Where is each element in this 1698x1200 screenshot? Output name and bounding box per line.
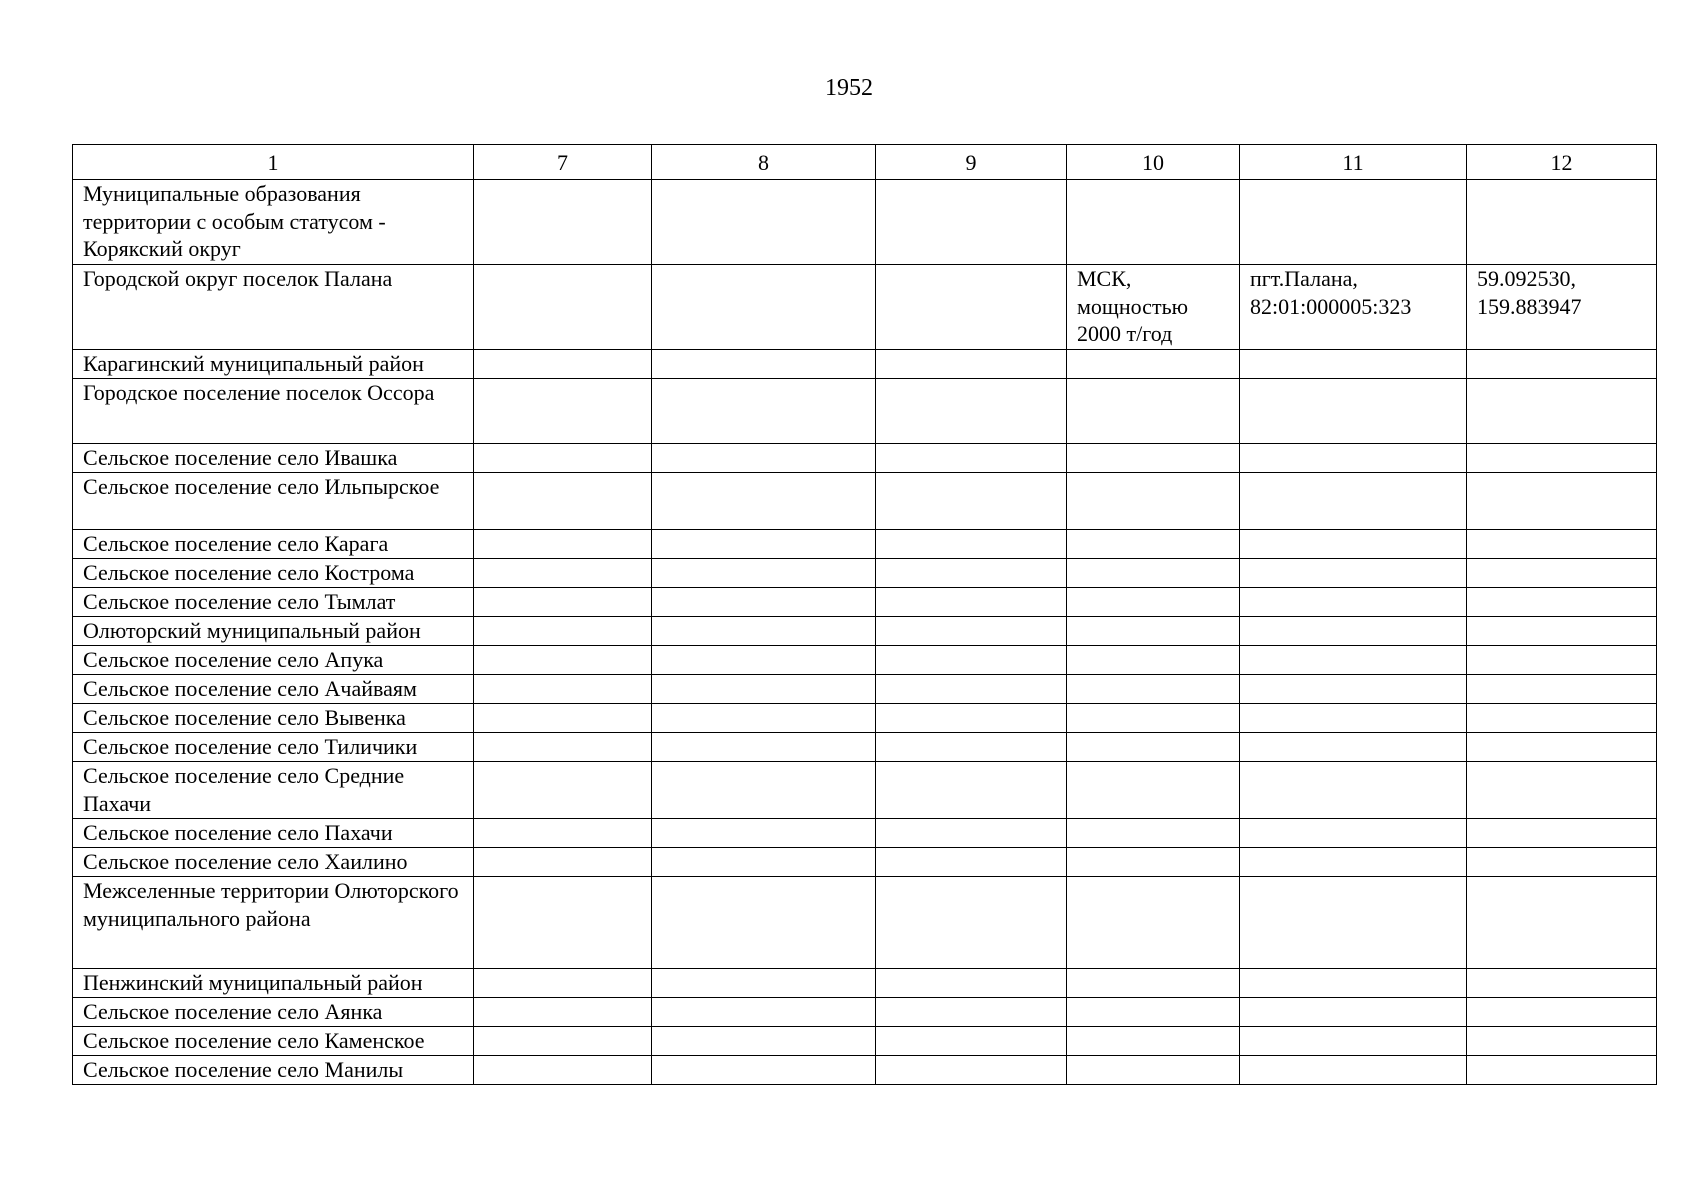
table-cell	[1467, 444, 1657, 473]
table-cell: Сельское поселение село Ачайваям	[73, 675, 474, 704]
table-cell	[652, 848, 876, 877]
data-table	[72, 144, 1657, 1085]
table-row	[73, 704, 1657, 733]
table-cell	[652, 969, 876, 998]
table-row	[73, 379, 1657, 444]
table-cell	[652, 559, 876, 588]
table-cell	[1467, 1027, 1657, 1056]
table-cell	[1067, 180, 1240, 265]
table-cell	[1240, 704, 1467, 733]
table-cell	[1467, 646, 1657, 675]
table-cell	[1467, 473, 1657, 530]
table-row	[73, 646, 1657, 675]
table-cell: 59.092530, 159.883947	[1467, 265, 1657, 350]
table-cell	[876, 877, 1067, 969]
table-cell	[1240, 180, 1467, 265]
table-cell	[474, 617, 652, 646]
table-cell	[1067, 1056, 1240, 1085]
table-cell: пгт.Палана, 82:01:000005:323	[1240, 265, 1467, 350]
table-cell	[876, 617, 1067, 646]
table-cell: Сельское поселение село Хаилино	[73, 848, 474, 877]
table-cell	[876, 265, 1067, 350]
table-cell: Сельское поселение село Пахачи	[73, 819, 474, 848]
table-cell	[1467, 379, 1657, 444]
table-cell	[1067, 998, 1240, 1027]
table-row	[73, 350, 1657, 379]
table-cell	[474, 877, 652, 969]
table-cell	[1067, 969, 1240, 998]
table-cell	[876, 675, 1067, 704]
table-row	[73, 762, 1657, 819]
table-cell	[1240, 877, 1467, 969]
table-row	[73, 1027, 1657, 1056]
table-cell	[1467, 733, 1657, 762]
table-cell: Сельское поселение село Апука	[73, 646, 474, 675]
table-cell	[1067, 530, 1240, 559]
table-cell	[1067, 617, 1240, 646]
table-cell	[474, 265, 652, 350]
table-cell	[474, 762, 652, 819]
table-cell	[652, 877, 876, 969]
table-cell	[1467, 762, 1657, 819]
table-row	[73, 733, 1657, 762]
table-row	[73, 819, 1657, 848]
table-row	[73, 969, 1657, 998]
table-cell	[1240, 675, 1467, 704]
table-cell: Муниципальные образования территории с особым статусом - Корякский округ	[73, 180, 474, 265]
table-cell	[1240, 998, 1467, 1027]
table-cell	[1467, 350, 1657, 379]
table-cell	[1240, 379, 1467, 444]
table-cell	[1067, 350, 1240, 379]
table-cell	[474, 969, 652, 998]
table-cell	[876, 646, 1067, 675]
table-row	[73, 180, 1657, 265]
table-cell	[876, 1056, 1067, 1085]
table-cell: Городской округ поселок Палана	[73, 265, 474, 350]
table-row	[73, 617, 1657, 646]
table-cell	[876, 588, 1067, 617]
table-cell	[1067, 848, 1240, 877]
table-cell	[1467, 969, 1657, 998]
table-cell	[1467, 675, 1657, 704]
table-cell	[474, 180, 652, 265]
table-cell	[1467, 1056, 1657, 1085]
table-cell	[1067, 733, 1240, 762]
table-cell	[474, 998, 652, 1027]
table-cell	[876, 704, 1067, 733]
table-cell	[474, 379, 652, 444]
table-cell	[474, 819, 652, 848]
table-cell	[474, 559, 652, 588]
page-number: 1952	[825, 75, 873, 101]
table-cell	[1067, 877, 1240, 969]
table-cell	[474, 1056, 652, 1085]
table-cell	[652, 588, 876, 617]
table-cell	[652, 762, 876, 819]
table-cell: Сельское поселение село Манилы	[73, 1056, 474, 1085]
table-cell	[652, 350, 876, 379]
table-cell	[474, 473, 652, 530]
table-cell: Сельское поселение село Средние Пахачи	[73, 762, 474, 819]
table-cell	[1067, 379, 1240, 444]
table-cell	[1067, 559, 1240, 588]
table-cell	[1467, 704, 1657, 733]
table-cell	[1240, 1027, 1467, 1056]
table-cell	[474, 704, 652, 733]
table-cell: МСК, мощностью 2000 т/год	[1067, 265, 1240, 350]
table-cell	[1240, 733, 1467, 762]
table-cell: Сельское поселение село Каменское	[73, 1027, 474, 1056]
table-cell: Сельское поселение село Тымлат	[73, 588, 474, 617]
column-header: 11	[1240, 145, 1467, 180]
table-cell	[1467, 530, 1657, 559]
table-cell	[652, 444, 876, 473]
table-cell	[1240, 350, 1467, 379]
table-cell: Сельское поселение село Ивашка	[73, 444, 474, 473]
table-cell	[474, 588, 652, 617]
table-cell	[876, 762, 1067, 819]
table-cell	[876, 848, 1067, 877]
table-cell	[1240, 1056, 1467, 1085]
table-cell	[1067, 819, 1240, 848]
table-row	[73, 588, 1657, 617]
table-cell	[876, 969, 1067, 998]
table-cell	[876, 444, 1067, 473]
table-cell	[474, 646, 652, 675]
table-row	[73, 473, 1657, 530]
table-cell	[652, 675, 876, 704]
table-cell: Сельское поселение село Ильпырское	[73, 473, 474, 530]
table-cell	[1240, 588, 1467, 617]
table-cell	[876, 379, 1067, 444]
table-row	[73, 265, 1657, 350]
table-cell	[876, 733, 1067, 762]
table-cell	[652, 530, 876, 559]
table-cell	[1467, 877, 1657, 969]
table-cell	[474, 444, 652, 473]
table-cell: Городское поселение поселок Оссора	[73, 379, 474, 444]
table-row	[73, 530, 1657, 559]
table-cell	[876, 998, 1067, 1027]
table-cell	[876, 180, 1067, 265]
table-cell	[474, 675, 652, 704]
table-cell	[474, 530, 652, 559]
table-cell	[474, 848, 652, 877]
table-cell	[1067, 588, 1240, 617]
column-header: 10	[1067, 145, 1240, 180]
table-cell	[1240, 530, 1467, 559]
table-cell	[652, 617, 876, 646]
table-cell	[1240, 819, 1467, 848]
table-cell	[876, 473, 1067, 530]
table-cell	[1240, 444, 1467, 473]
table-row	[73, 998, 1657, 1027]
table-cell: Сельское поселение село Кострома	[73, 559, 474, 588]
table-cell	[876, 530, 1067, 559]
table-row	[73, 444, 1657, 473]
table-cell	[652, 998, 876, 1027]
table-cell	[1467, 559, 1657, 588]
table-cell	[876, 1027, 1067, 1056]
table-cell	[652, 379, 876, 444]
table-cell: Карагинский муниципальный район	[73, 350, 474, 379]
table-cell	[652, 1056, 876, 1085]
table-cell	[1067, 646, 1240, 675]
table-cell: Сельское поселение село Тиличики	[73, 733, 474, 762]
table-row	[73, 675, 1657, 704]
column-header: 1	[73, 145, 474, 180]
table-cell	[1067, 762, 1240, 819]
table-cell	[474, 350, 652, 379]
table-cell	[1240, 646, 1467, 675]
table-row	[73, 1056, 1657, 1085]
column-header: 12	[1467, 145, 1657, 180]
table-cell: Пенжинский муниципальный район	[73, 969, 474, 998]
table-cell	[652, 819, 876, 848]
table-cell	[652, 1027, 876, 1056]
table-cell: Олюторский муниципальный район	[73, 617, 474, 646]
table-cell	[1240, 617, 1467, 646]
table-cell	[652, 646, 876, 675]
table-cell	[1067, 675, 1240, 704]
table-cell	[1467, 819, 1657, 848]
table-cell	[652, 733, 876, 762]
table-cell	[1240, 473, 1467, 530]
column-header: 9	[876, 145, 1067, 180]
table-cell	[1467, 998, 1657, 1027]
table-cell: Межселенные территории Олюторского муниципального района	[73, 877, 474, 969]
table-cell	[1467, 588, 1657, 617]
column-header: 7	[474, 145, 652, 180]
table-cell	[652, 180, 876, 265]
table-cell	[474, 733, 652, 762]
table-cell	[876, 559, 1067, 588]
table-cell	[1067, 444, 1240, 473]
table-cell	[1467, 617, 1657, 646]
table-cell: Сельское поселение село Вывенка	[73, 704, 474, 733]
table-cell	[1467, 180, 1657, 265]
table-cell	[1467, 848, 1657, 877]
table-cell	[1067, 1027, 1240, 1056]
column-header: 8	[652, 145, 876, 180]
table-cell	[1240, 848, 1467, 877]
table-cell	[652, 473, 876, 530]
table-cell	[876, 819, 1067, 848]
table-cell	[1240, 559, 1467, 588]
header-row	[73, 145, 1657, 180]
table-cell: Сельское поселение село Карага	[73, 530, 474, 559]
table-cell	[474, 1027, 652, 1056]
table-row	[73, 559, 1657, 588]
table-row	[73, 877, 1657, 969]
table-cell	[1067, 704, 1240, 733]
table-cell: Сельское поселение село Аянка	[73, 998, 474, 1027]
table-cell	[1240, 969, 1467, 998]
table-cell	[1067, 473, 1240, 530]
table-row	[73, 848, 1657, 877]
table-cell	[652, 704, 876, 733]
table-cell	[876, 350, 1067, 379]
table-cell	[652, 265, 876, 350]
table-cell	[1240, 762, 1467, 819]
